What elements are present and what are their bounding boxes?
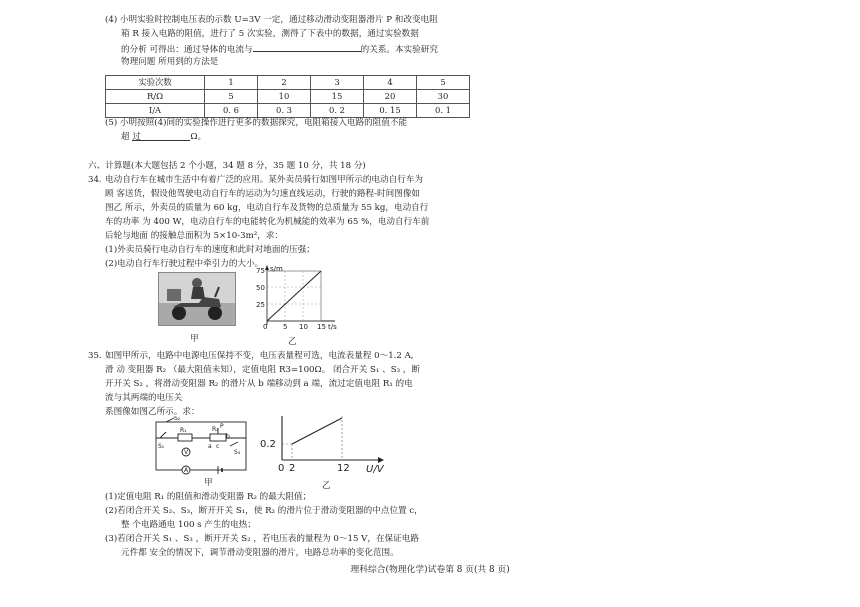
q34-line-1: 电动自行车在城市生活中有着广泛的应用。某外卖员骑行如图甲所示的电动自行车为 xyxy=(105,175,423,185)
q35-figure-b-label: 乙 xyxy=(322,481,331,491)
circuit-label: S₁ xyxy=(158,443,165,450)
x-tick-label: 2 xyxy=(289,463,296,474)
distance-line xyxy=(267,271,321,321)
q35-sub-1: (1)定值电阻 R₁ 的阻值和滑动变阻器 R₂ 的最大阻值； xyxy=(105,492,312,502)
table-cell: 30 xyxy=(417,90,470,104)
y-axis-arrow xyxy=(265,265,269,270)
current-voltage-line xyxy=(292,418,342,444)
q4-line-3-start: 的分析 可得出：通过导体的电流与 xyxy=(121,45,253,55)
section-6-heading: 六、计算题(本大题包括 2 个小题，34 题 8 分，35 题 10 分，共 18 分) xyxy=(88,161,366,171)
q4-line-1: (4) 小明实验时控制电压表的示数 U=3V 一定，通过移动滑动变阻器滑片 P 和改变电阻 xyxy=(105,15,438,25)
q35-line-3: 开开关 S₂ ，将滑动变阻器 R₂ 的滑片从 b 端移动到 a 端，流过定值电阻 R₁ 的电 xyxy=(105,379,413,389)
x-axis-arrow xyxy=(378,457,384,463)
x-tick-label: 12 xyxy=(337,463,350,474)
table-cell: 3 xyxy=(311,76,364,90)
q34-figure-b-label: 乙 xyxy=(288,337,297,347)
q34-line-5: 后轮与地面 的接触总面积为 5×10-3m²，求： xyxy=(105,231,283,241)
switch-s1 xyxy=(160,432,166,438)
q5-line-2 xyxy=(121,131,206,144)
q4-line-4: 物理问题 所用到的方法是 xyxy=(121,57,219,67)
q35-sub-2-line-2: 整 个电路通电 100 s 产生的电热； xyxy=(121,520,256,530)
table-cell: 实验次数 xyxy=(106,76,205,90)
circuit-label: P xyxy=(220,423,224,430)
q35-number: 35. xyxy=(88,351,102,361)
table-cell: R/Ω xyxy=(106,90,205,104)
switch-s2 xyxy=(166,418,174,422)
x-tick-label: 10 xyxy=(299,323,308,331)
q35-figure-a-label: 甲 xyxy=(204,478,213,488)
circuit-label: S₂ xyxy=(174,416,181,422)
table-row xyxy=(106,76,470,90)
q35-iu-graph xyxy=(258,414,398,474)
y-tick-label: 75 xyxy=(256,267,265,275)
q34-st-graph xyxy=(255,263,345,331)
table-row xyxy=(106,90,470,104)
table-cell: 5 xyxy=(417,76,470,90)
q34-line-4: 车的功率 为 400 W，电动自行车的电能转化为机械能的效率为 65 %，电动自行车前 xyxy=(105,217,430,227)
q35-sub-2-line-1: (2)若闭合开关 S₂、S₃，断开开关 S₁，使 R₂ 的滑片位于滑动变阻器的中点位置 c， xyxy=(105,506,423,516)
circuit-label: R₂ xyxy=(212,426,219,433)
x-tick-label: 0 xyxy=(278,463,285,474)
x-tick-label: 5 xyxy=(283,323,288,331)
table-cell: 15 xyxy=(311,90,364,104)
table-cell: 1 xyxy=(205,76,258,90)
switch-s3 xyxy=(230,442,238,446)
table-cell: 5 xyxy=(205,90,258,104)
table-cell: I/A xyxy=(106,104,205,118)
q34-number: 34. xyxy=(88,175,102,185)
page-footer: 理科综合(物理化学)试卷第 8 页(共 8 页) xyxy=(350,565,510,575)
x-axis-label: U/V xyxy=(366,464,384,474)
answer-blank-max-resistance[interactable] xyxy=(132,131,190,141)
q5-line-1: (5) 小明按照(4)间的实验操作进行更多的数据探究，电阻箱接入电路的阻值不能 xyxy=(105,118,408,128)
table-cell: 20 xyxy=(364,90,417,104)
circuit-outer-wire xyxy=(156,422,246,470)
q5-line-2-start: 超 xyxy=(121,132,130,142)
scooter-illustration xyxy=(159,273,235,325)
table-cell: 0. 2 xyxy=(311,104,364,118)
y-tick-label: 50 xyxy=(256,284,265,292)
q35-line-1: 如图甲所示，电路中电源电压保持不变，电压表量程可选，电流表量程 0～1.2 A, xyxy=(105,351,414,361)
circuit-label: c xyxy=(216,443,220,450)
table-cell: 0. 1 xyxy=(417,104,470,118)
q34-line-3: 图乙 所示，外卖员的质量为 60 kg，电动自行车及货物的总质量为 55 kg，电动自行 xyxy=(105,203,429,213)
table-cell: 4 xyxy=(364,76,417,90)
table-cell: 0. 6 xyxy=(205,104,258,118)
x-tick-label: 0 xyxy=(263,323,268,331)
q35-circuit-diagram xyxy=(152,416,252,476)
q35-line-4: 流与其两端的电压关 xyxy=(105,393,183,403)
q4-line-3-end: 的关系。本实验研究 xyxy=(360,45,438,55)
experiment-table xyxy=(105,75,470,118)
q34-sub-1: (1)外卖员骑行电动自行车的速度和此时对地面的压强； xyxy=(105,245,315,255)
table-cell: 0. 15 xyxy=(364,104,417,118)
scooter-rider-photo xyxy=(158,272,236,326)
circuit-label: R₁ xyxy=(180,427,187,434)
q34-sub-2: (2)电动自行车行驶过程中牵引力的大小。 xyxy=(105,259,264,269)
q34-figure-a-label: 甲 xyxy=(190,334,199,344)
table-cell: 2 xyxy=(258,76,311,90)
x-axis-label: t/s xyxy=(328,323,337,331)
y-axis-label: s/m xyxy=(270,265,283,273)
q4-line-2: 箱 R 接入电路的阻值，进行了 5 次实验，测得了下表中的数据，通过实验数据 xyxy=(121,29,419,39)
circuit-label: V xyxy=(184,449,189,456)
resistor-r1 xyxy=(178,434,192,441)
y-tick-label: 25 xyxy=(256,301,265,309)
q5-blank-text: 过 xyxy=(132,132,141,142)
table-cell: 0. 3 xyxy=(258,104,311,118)
circuit-label: b xyxy=(226,433,230,440)
resistor-r2 xyxy=(210,434,226,441)
q35-sub-3-line-2: 元件都 安全的情况下，调节滑动变阻器的滑片，电路总功率的变化范围。 xyxy=(121,548,399,558)
q35-sub-3-line-1: (3)若闭合开关 S₁ 、S₃ ，断开开关 S₂ ，若电压表的量程为 0～15 V，在保证电路 xyxy=(105,534,419,544)
circuit-label: A xyxy=(184,467,189,474)
q5-unit: Ω。 xyxy=(190,132,207,142)
q35-line-2: 滑 动 变阻器 R₂ （最大阻值未知），定值电阻 R3=100Ω。 闭合开关 S₁ 、S₃ ，断 xyxy=(105,365,420,375)
x-tick-label: 15 xyxy=(317,323,326,331)
table-cell: 10 xyxy=(258,90,311,104)
q34-line-2: 顾 客送货，假设他驾驶电动自行车的运动为匀速直线运动，行驶的路程-时间图像如 xyxy=(105,189,421,199)
circuit-label: S₃ xyxy=(234,449,241,456)
circuit-label: a xyxy=(208,443,212,450)
q35-line-5: 系图像如图乙所示。求： xyxy=(105,407,200,417)
answer-blank-relation[interactable] xyxy=(253,42,361,52)
table-row xyxy=(106,104,470,118)
y-tick-label: 0.2 xyxy=(260,439,276,450)
